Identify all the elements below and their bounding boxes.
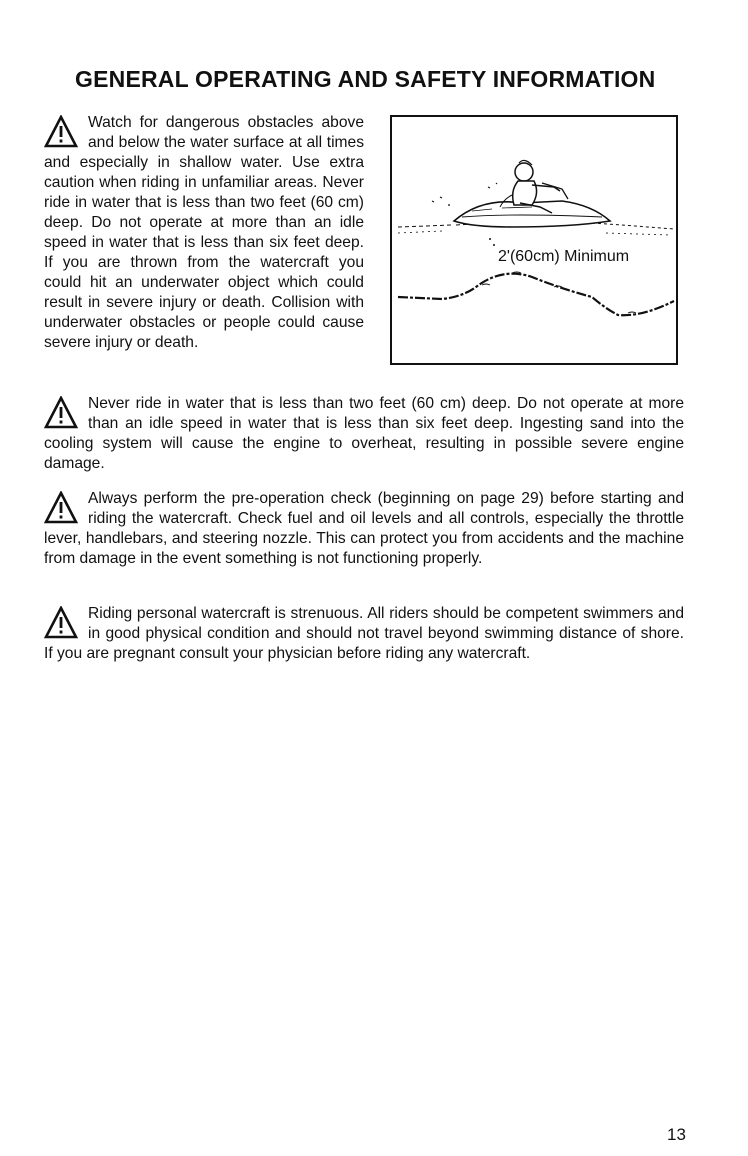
warning-paragraph-depth [44, 394, 684, 474]
warning-triangle-icon [44, 115, 78, 149]
warning-text: Watch for dangerous obstacles above and below the water surface at all times and especially in shallow water. Use extra caution when riding in unfamiliar areas. Never ride in water that is less than two feet (60 cm) deep. Do not operate at more than an idle speed in water that is less than six feet deep. If you are thrown from the watercraft you could hit an underwater object which could result in severe injury or death. Collision with underwater obstacles or people could cause severe injury or death. [44, 114, 364, 351]
shallow-water-figure [390, 115, 678, 365]
page-title: GENERAL OPERATING AND SAFETY INFORMATION [75, 66, 656, 92]
warning-text: Always perform the pre-operation check (beginning on page 29) before starting and riding the watercraft. Check fuel and oil levels and all controls, especially the throttle lever, handlebars, and steering nozzle. This can protect you from accidents and the machine from damage in the event something is not functioning properly. [44, 490, 684, 567]
warning-paragraph-fitness [44, 604, 684, 664]
jet-ski-illustration [392, 117, 678, 365]
warning-triangle-icon [44, 491, 78, 525]
warning-paragraph-pre-operation [44, 489, 684, 569]
warning-text: Riding personal watercraft is strenuous. All riders should be competent swimmers and in good physical condition and should not travel beyond swimming distance of shore. If you are pregnant consult your physician before riding any watercraft. [44, 605, 684, 662]
warning-paragraph-obstacles [44, 113, 364, 353]
page-number: 13 [667, 1125, 686, 1144]
warning-triangle-icon [44, 396, 78, 430]
warning-triangle-icon [44, 606, 78, 640]
depth-minimum-label: 2'(60cm) Minimum [498, 248, 630, 265]
warning-text: Never ride in water that is less than two feet (60 cm) deep. Do not operate at more than an idle speed in water that is less than six feet deep. Ingesting sand into the cooling system will cause the engine to overheat, resulting in possible severe engine damage. [44, 395, 684, 472]
